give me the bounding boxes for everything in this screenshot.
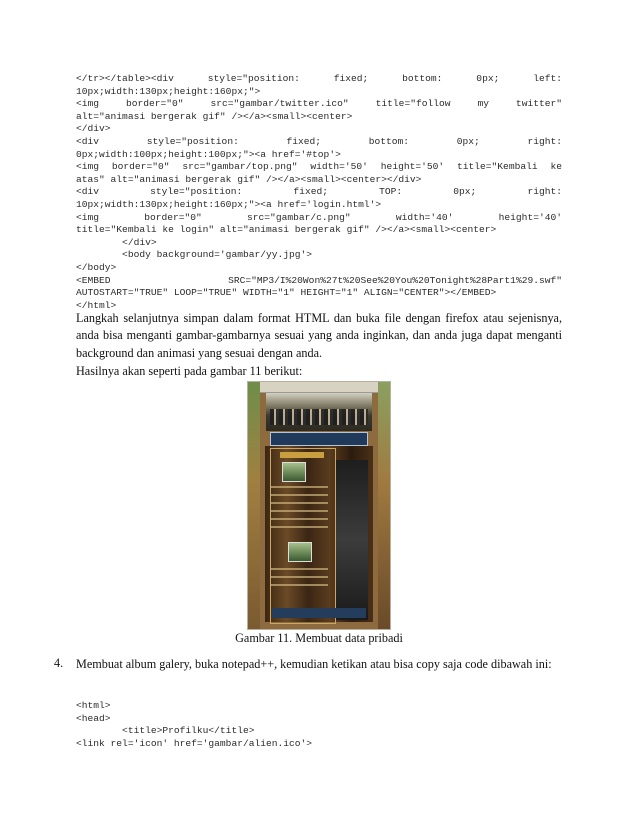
list-number: 4.	[54, 656, 64, 670]
step-instruction: Membuat album galery, buka notepad++, kemudian ketikan atau bisa copy saja code dibawah ini:	[76, 657, 552, 671]
code-line: <title>Profilku</title>	[76, 725, 255, 737]
code-line: 10px;width:130px;height:160px;"><a href='login.html'>	[76, 198, 382, 210]
footer-banner	[272, 608, 366, 618]
code-listing-top	[76, 73, 562, 312]
profile-row	[270, 502, 328, 504]
code-line: 10px;width:130px;height:160px;">	[76, 85, 261, 97]
paragraph-result-intro: Hasilnya akan seperti pada gambar 11 berikut:	[76, 364, 303, 378]
code-line: </body>	[76, 261, 117, 273]
profile-thumbnail	[288, 542, 312, 562]
profile-row	[270, 584, 328, 586]
code-line: <EMBED SRC="MP3/I%20Won%27t%20See%20You%20Tonight%28Part1%29.swf"	[76, 274, 562, 286]
code-line: 0px;width:100px;height:100px;"><a href='#top'>	[76, 148, 341, 160]
code-line: <img border="0" src="gambar/twitter.ico" title="follow my twitter"	[76, 98, 562, 110]
profile-row	[270, 494, 328, 496]
code-line: <head>	[76, 712, 111, 724]
code-line: </tr></table><div style="position: fixed; bottom: 0px; left:	[76, 73, 562, 84]
dark-column	[336, 460, 368, 620]
profile-row	[270, 518, 328, 520]
code-line: <body background='gambar/yy.jpg'>	[76, 249, 313, 261]
code-line: atas" alt="animasi bergerak gif" /></a><small><center></div>	[76, 173, 422, 185]
code-listing-bottom	[76, 700, 562, 750]
code-line: <div style="position: fixed; bottom: 0px; right:	[76, 135, 562, 147]
side-background-left	[248, 382, 260, 629]
profile-row	[270, 486, 328, 488]
code-line: <html>	[76, 700, 111, 711]
profile-row	[270, 568, 328, 570]
profile-row	[270, 526, 328, 528]
result-screenshot	[248, 382, 390, 629]
code-line: <div style="position: fixed; TOP: 0px; right:	[76, 186, 562, 198]
code-line: title="Kembali ke login" alt="animasi bergerak gif" /></a><small><center>	[76, 224, 497, 236]
browser-toolbar	[260, 382, 378, 393]
site-banner	[270, 432, 368, 446]
code-line: </div>	[76, 236, 157, 248]
code-line: <link rel='icon' href='gambar/alien.ico'>	[76, 737, 313, 749]
code-line: </div>	[76, 123, 111, 135]
code-line: alt="animasi bergerak gif" /></a><small><center>	[76, 110, 353, 122]
profile-heading	[280, 452, 324, 458]
profile-row	[270, 576, 328, 578]
code-line: <img border="0" src="gambar/top.png" width='50' height='50' title="Kembali ke	[76, 161, 562, 173]
code-line: <img border="0" src="gambar/c.png" width='40' height='40'	[76, 211, 562, 223]
side-background-right	[378, 382, 390, 629]
code-line: </html>	[76, 299, 117, 311]
figure-caption: Gambar 11. Membuat data pribadi	[235, 631, 403, 645]
profile-thumbnail	[282, 462, 306, 482]
group-photo-header	[266, 393, 372, 431]
profile-row	[270, 510, 328, 512]
code-line: AUTOSTART="TRUE" LOOP="TRUE" WIDTH="1" HEIGHT="1" ALIGN="CENTER"></EMBED>	[76, 287, 497, 299]
paragraph-instructions: Langkah selanjutnya simpan dalam format HTML dan buka file dengan firefox atau sejenisnya, anda bisa menganti gambar-gambarnya sesuai yang anda inginkan, dan anda juga dapat menganti background dan animasi yang sesuai dengan anda.	[76, 311, 562, 360]
